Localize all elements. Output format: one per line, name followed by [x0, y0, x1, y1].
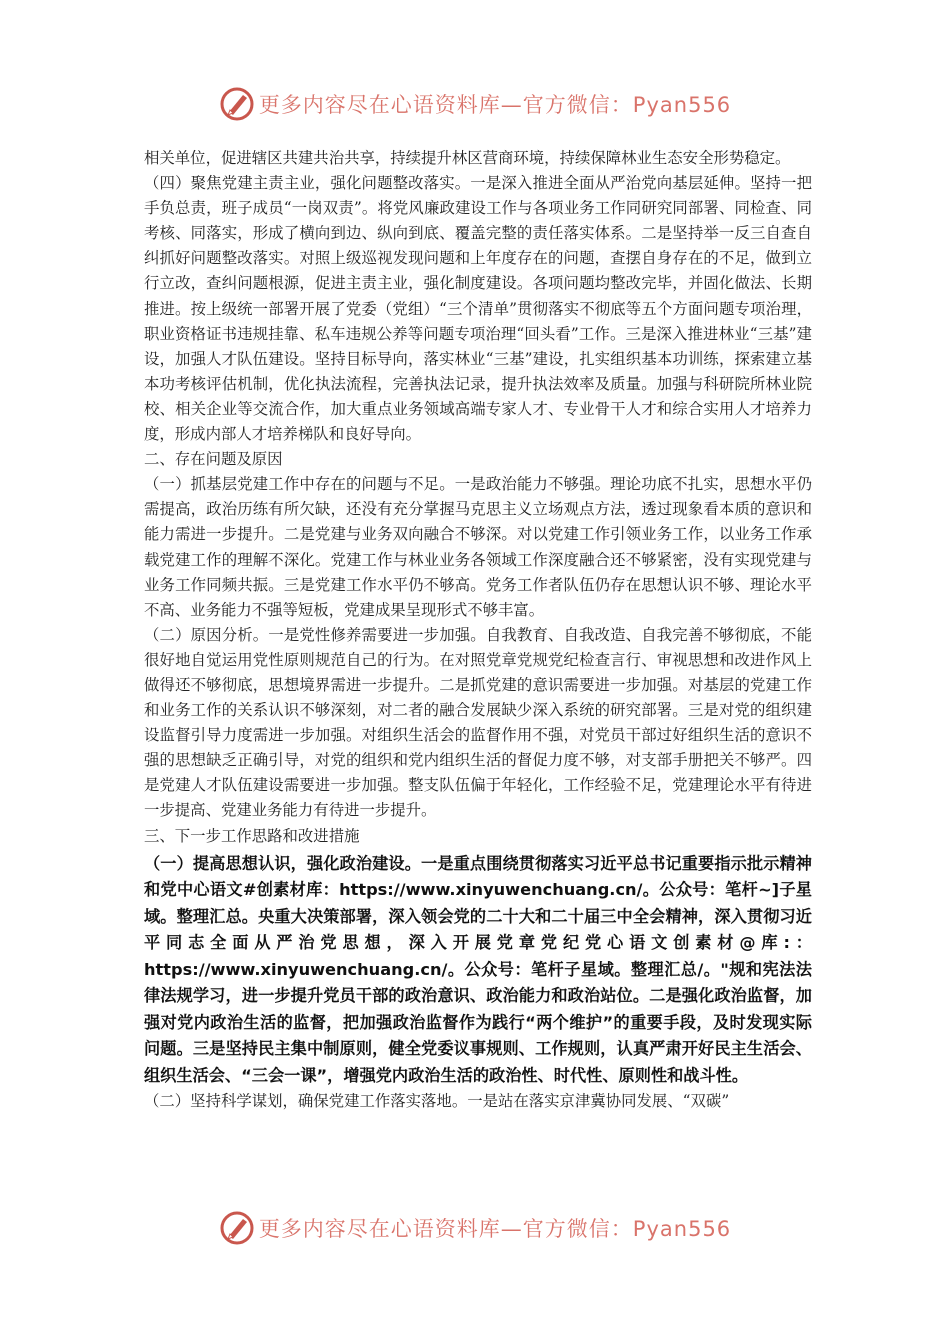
footer-watermark-banner [0, 1208, 950, 1248]
paragraph-section3-item1: （一）提高思想认识，强化政治建设。一是重点围绕贯彻落实习近平总书记重要指示批示精神和党中心语文#创素材库：https://www.xinyuwenchuang.cn/。公众号：笔杆~]子星域。整理汇总。央重大决策部署，深入领会党的二十大和二十届三中全会精神，深入贯彻习近平同志全面从严治党思想，深入开展党章党纪党心语文创素材@库:：https://www.xinyuwenchuang.cn/。公众号：笔杆子星域。整理汇总/。"规和宪法法律法规学习，进一步提升党员干部的政治意识、政治能力和政治站位。二是强化政治监督，加强对党内政治生活的监督，把加强政治监督作为践行“两个维护”的重要手段，及时发现实际问题。三是坚持民主集中制原则，健全党委议事规则、工作规则，认真严肃开好民主生活会、组织生活会、“三会一课”，增强党内政治生活的政治性、时代性、原则性和战斗性。 [144, 853, 812, 1085]
paragraph-section2-item2: （二）原因分析。一是党性修养需要进一步加强。自我教育、自我改造、自我完善不够彻底，不能很好地自觉运用党性原则规范自己的行为。在对照党章党规党纪检查言行、审视思想和改进作风上做得还不够彻底，思想境界需进一步提升。二是抓党建的意识需要进一步加强。对基层的党建工作和业务工作的关系认识不够深刻，对二者的融合发展缺少深入系统的研究部署。三是对党的组织建设监督引导力度需进一步加强。对组织生活会的监督作用不强，对党员干部过好组织生活的意识不强的思想缺乏正确引导，对党的组织和党内组织生活的督促力度不够，对支部手册把关不够严。四是党建人才队伍建设需要进一步加强。整支队伍偏于年轻化，工作经验不足，党建理论水平有待进一步提高、党建业务能力有待进一步提升。 [144, 625, 812, 820]
document-body [144, 146, 812, 1114]
pen-logo-icon [219, 1210, 255, 1246]
paragraph-section1-item4: （四）聚焦党建主责主业，强化问题整改落实。一是深入推进全面从严治党向基层延伸。坚持一把手负总责，班子成员“一岗双责”。将党风廉政建设工作与各项业务工作同研究同部署、同检查、同考核、同落实，形成了横向到边、纵向到底、覆盖完整的责任落实体系。二是坚持举一反三自查自纠抓好问题整改落实。对照上级巡视发现问题和上年度存在的问题，查摆自身存在的不足，做到立行立改，查纠问题根源，促进主责主业，强化制度建设。各项问题均整改完毕，并固化做法、长期推进。按上级统一部署开展了党委（党组）“三个清单”贯彻落实不彻底等五个方面问题专项治理，职业资格证书违规挂靠、私车违规公养等问题专项治理“回头看”工作。三是深入推进林业“三基”建设，加强人才队伍建设。坚持目标导向，落实林业“三基”建设，扎实组织基本功训练，探索建立基本功考核评估机制，优化执法流程，完善执法记录，提升执法效率及质量。加强与科研院所林业院校、相关企业等交流合作，加大重点业务领域高端专家人才、专业骨干人才和综合实用人才培养力度，形成内部人才培养梯队和良好导向。 [144, 174, 812, 444]
paragraph-continuation: 相关单位，促进辖区共建共治共享，持续提升林区营商环境，持续保障林业生态安全形势稳定。 [144, 149, 791, 167]
watermark-text: 更多内容尽在心语资料库—官方微信：Pyan556 [258, 93, 732, 117]
header-watermark-banner [0, 84, 950, 124]
section3-heading: 三、下一步工作思路和改进措施 [144, 826, 360, 845]
paragraph-section3-item2: （二）坚持科学谋划，确保党建工作落实落地。一是站在落实京津冀协同发展、“双碳” [144, 1092, 730, 1111]
pen-logo-icon [219, 86, 255, 122]
section2-heading: 二、存在问题及原因 [144, 450, 283, 469]
paragraph-section2-item1: （一）抓基层党建工作中存在的问题与不足。一是政治能力不够强。理论功底不扎实，思想水平仍需提高，政治历练有所欠缺，还没有充分掌握马克思主义立场观点方法，透过现象看本质的意识和能力需进一步提升。二是党建与业务双向融合不够深。对以党建工作引领业务工作，以业务工作承载党建工作的理解不深化。党建工作与林业业务各领域工作深度融合还不够紧密，没有实现党建与业务工作同频共振。三是党建工作水平仍不够高。党务工作者队伍仍存在思想认识不够、理论水平不高、业务能力不强等短板，党建成果呈现形式不够丰富。 [144, 475, 812, 619]
watermark-text: 更多内容尽在心语资料库—官方微信：Pyan556 [258, 1217, 732, 1241]
